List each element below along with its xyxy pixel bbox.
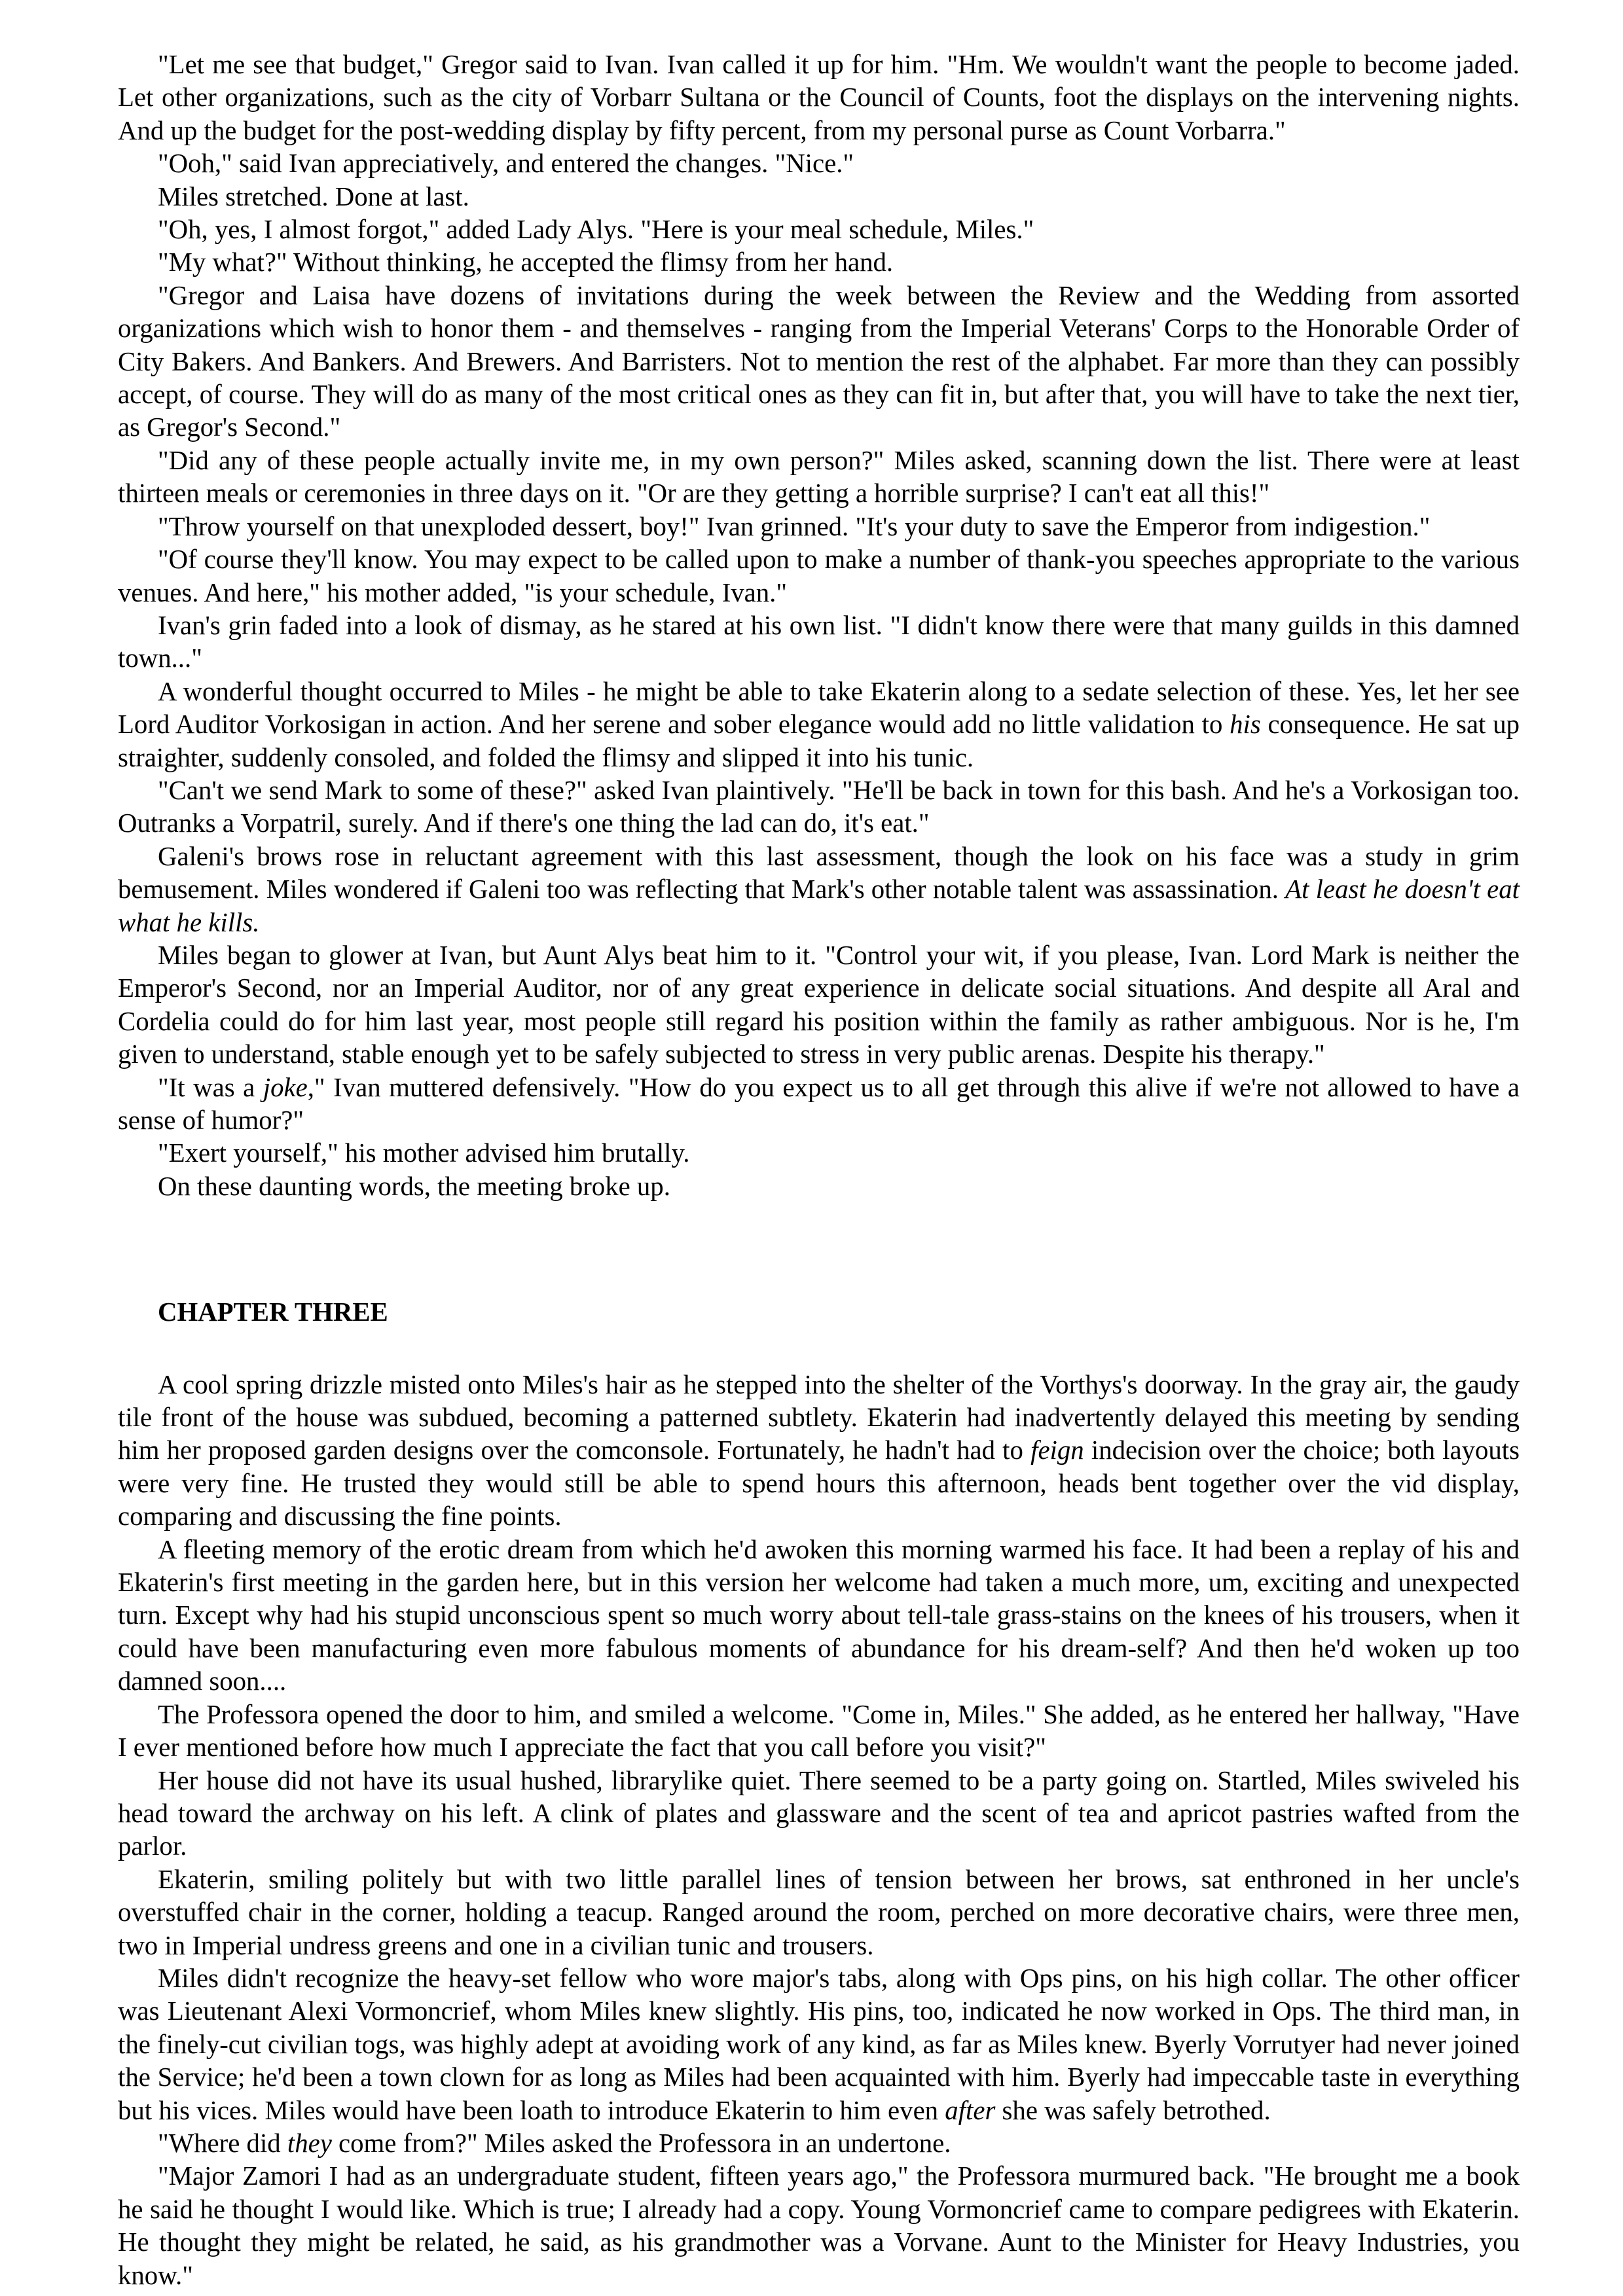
paragraph [118, 181, 1520, 213]
paragraph [118, 1170, 1520, 1203]
paragraph-text: Ivan's grin faded into a look of dismay, as he stared at his own list. "I didn't know there were that many guilds in this damned town..." [118, 610, 1520, 673]
paragraph [118, 774, 1520, 840]
paragraph-text: come from?" Miles asked the Professora in an undertone. [331, 2128, 951, 2158]
paragraph-text: "Throw yourself on that unexploded dessert, boy!" Ivan grinned. "It's your duty to save the Emperor from indigestion." [158, 511, 1431, 541]
paragraph-text: "Gregor and Laisa have dozens of invitations during the week between the Review and the Wedding from assorted organizations which wish to honor them - and themselves - ranging from the Imperial Veterans' Corps to the Honorable Order of City Bakers. And Bankers. And Brewers. And Barristers. Not to mention the rest of the alphabet. Far more than they can possibly accept, of course. They will do as many of the most critical ones as they can fit in, but after that, you will have to take the next tier, as Gregor's Second." [118, 280, 1520, 442]
paragraph-text: A cool spring drizzle misted onto Miles's hair as he stepped into the shelter of the Vorthys's doorway. In the gray air, the gaudy tile front of the house was subdued, becoming a patterned subtlety. Ekaterin had inadvertently delayed this meeting by sending him her proposed garden designs over the comconsole. Fortunately, he hadn't had to [118, 1369, 1520, 1465]
paragraph [118, 1369, 1520, 1534]
paragraph-text: "My what?" Without thinking, he accepted the flimsy from her hand. [158, 247, 894, 278]
paragraph [118, 840, 1520, 939]
paragraph [118, 279, 1520, 444]
paragraph [118, 543, 1520, 609]
emphasis-text: his [1230, 709, 1261, 740]
paragraph-text: Her house did not have its usual hushed, librarylike quiet. There seemed to be a party going on. Startled, Miles swiveled his head toward the archway on his left. A clink of plates and glassware and the scent of tea and apricot pastries wafted from the parlor. [118, 1765, 1520, 1861]
paragraph-text: A wonderful thought occurred to Miles - he might be able to take Ekaterin along to a sedate selection of these. Yes, let her see Lord Auditor Vorkosigan in action. And her serene and sober elegance would add no little validation to [118, 676, 1520, 740]
emphasis-text: At least he doesn't eat what he kills. [118, 874, 1520, 937]
paragraph-text: Miles stretched. Done at last. [158, 181, 469, 211]
paragraph [118, 147, 1520, 180]
paragraph-text: On these daunting words, the meeting broke up. [158, 1171, 670, 1201]
paragraph-text: "Oh, yes, I almost forgot," added Lady Alys. "Here is your meal schedule, Miles." [158, 215, 1034, 245]
paragraph [118, 1534, 1520, 1698]
paragraph-text: "Of course they'll know. You may expect to be called upon to make a number of thank-you speeches appropriate to the various venues. And here," his mother added, "is your schedule, Ivan." [118, 545, 1520, 607]
paragraph [118, 939, 1520, 1071]
paragraph-text: "Let me see that budget," Gregor said to Ivan. Ivan called it up for him. "Hm. We wouldn't want the people to become jaded. Let other organizations, such as the city of Vorbarr Sultana or the Council of Counts, foot the displays on the intervening nights. And up the budget for the post-wedding display by fifty percent, from my personal purse as Count Vorbarra." [118, 50, 1520, 145]
chapter-heading: CHAPTER THREE [158, 1297, 388, 1327]
paragraph [118, 609, 1520, 675]
paragraph [118, 2160, 1520, 2292]
paragraph [118, 213, 1520, 246]
paragraph-text: Ekaterin, smiling politely but with two little parallel lines of tension between her brows, sat enthroned in her uncle's overstuffed chair in the corner, holding a teacup. Ranged around the room, perched on more decorative chairs, were three men, two in Imperial undress greens and one in a civilian tunic and trousers. [118, 1864, 1520, 1960]
paragraph [118, 48, 1520, 147]
paragraph-text: "Ooh," said Ivan appreciatively, and entered the changes. "Nice." [158, 149, 854, 179]
emphasis-text: after [945, 2095, 996, 2125]
paragraph [118, 2127, 1520, 2160]
paragraph [118, 511, 1520, 543]
paragraph-text: Miles began to glower at Ivan, but Aunt Alys beat him to it. "Control your wit, if you please, Ivan. Lord Mark is neither the Emperor's Second, nor an Imperial Auditor, nor of any great experience in delicate social situations. And despite all Aral and Cordelia could do for him last year, most people still regard his position within the family as rather ambiguous. Nor is he, I'm given to understand, stable enough yet to be safely subjected to stress in very public arenas. Despite his therapy." [118, 940, 1520, 1069]
paragraph-text: ," Ivan muttered defensively. "How do you expect us to all get through this alive if we're not allowed to have a sense of humor?" [118, 1072, 1520, 1135]
paragraph-text: "It was a [158, 1072, 263, 1102]
paragraph [118, 1071, 1520, 1138]
paragraph [118, 1137, 1520, 1170]
paragraph [118, 1765, 1520, 1863]
paragraph-text: "Where did [158, 2128, 287, 2158]
paragraph-text: A fleeting memory of the erotic dream from which he'd awoken this morning warmed his face. It had been a replay of his and Ekaterin's first meeting in the garden here, but in this version her welcome had taken a much more, um, exciting and unexpected turn. Except why had his stupid unconscious spent so much worry about tell-tale grass-stains on the knees of his trousers, when it could have been manufacturing even more fabulous moments of abundance for his dream-self? And then he'd woken up too damned soon.... [118, 1534, 1520, 1696]
paragraph-text: "Can't we send Mark to some of these?" asked Ivan plaintively. "He'll be back in town for this bash. And he's a Vorkosigan too. Outranks a Vorpatril, surely. And if there's one thing the lad can do, it's eat." [118, 775, 1520, 838]
paragraph-text: "Exert yourself," his mother advised him brutally. [158, 1138, 690, 1168]
paragraph-text: "Major Zamori I had as an undergraduate student, fifteen years ago," the Professora murmured back. "He brought me a book he said he thought I would like. Which is true; I already had a copy. Young Vormoncrief came to compare pedigrees with Ekaterin. He thought they might be related, he said, as his grandmother was a Vorvane. Aunt to the Minister for Heavy Industries, you know." [118, 2161, 1520, 2290]
paragraph [118, 1863, 1520, 1962]
paragraph-text: indecision over the choice; both layouts were very fine. He trusted they would still be able to spend hours this afternoon, heads bent together over the vid display, comparing and discussing the fine points. [118, 1435, 1520, 1532]
emphasis-text: they [287, 2128, 332, 2158]
paragraph [118, 1698, 1520, 1765]
paragraph-text: "Did any of these people actually invite me, in my own person?" Miles asked, scanning down the list. There were at least thirteen meals or ceremonies in three days on it. "Or are they getting a horrible surprise? I can't eat all this!" [118, 445, 1520, 509]
paragraph [118, 246, 1520, 279]
paragraph-text: consequence. He sat up straighter, suddenly consoled, and folded the flimsy and slipped it into his tunic. [118, 709, 1520, 772]
paragraph [118, 1962, 1520, 2127]
emphasis-text: joke [263, 1072, 308, 1102]
paragraph-text: Galeni's brows rose in reluctant agreement with this last assessment, though the look on his face was a study in grim bemusement. Miles wondered if Galeni too was reflecting that Mark's other notable talent was assassination. [118, 841, 1520, 905]
paragraph-text: The Professora opened the door to him, and smiled a welcome. "Come in, Miles." She added, as he entered her hallway, "Have I ever mentioned before how much I appreciate the fact that you call before you visit?" [118, 1699, 1520, 1763]
paragraph-text: Miles didn't recognize the heavy-set fellow who wore major's tabs, along with Ops pins, on his high collar. The other officer was Lieutenant Alexi Vormoncrief, whom Miles knew slightly. His pins, too, indicated he now worked in Ops. The third man, in the finely-cut civilian togs, was highly adept at avoiding work of any kind, as far as Miles knew. Byerly Vorrutyer had never joined the Service; he'd been a town clown for as long as Miles had been acquainted with him. Byerly had impeccable taste in everything but his vices. Miles would have been loath to introduce Ekaterin to him even [118, 1963, 1520, 2125]
paragraph-text: she was safely betrothed. [995, 2095, 1271, 2125]
paragraph [118, 444, 1520, 511]
text-body [118, 48, 1520, 2292]
paragraph [118, 675, 1520, 774]
emphasis-text: feign [1030, 1435, 1084, 1465]
